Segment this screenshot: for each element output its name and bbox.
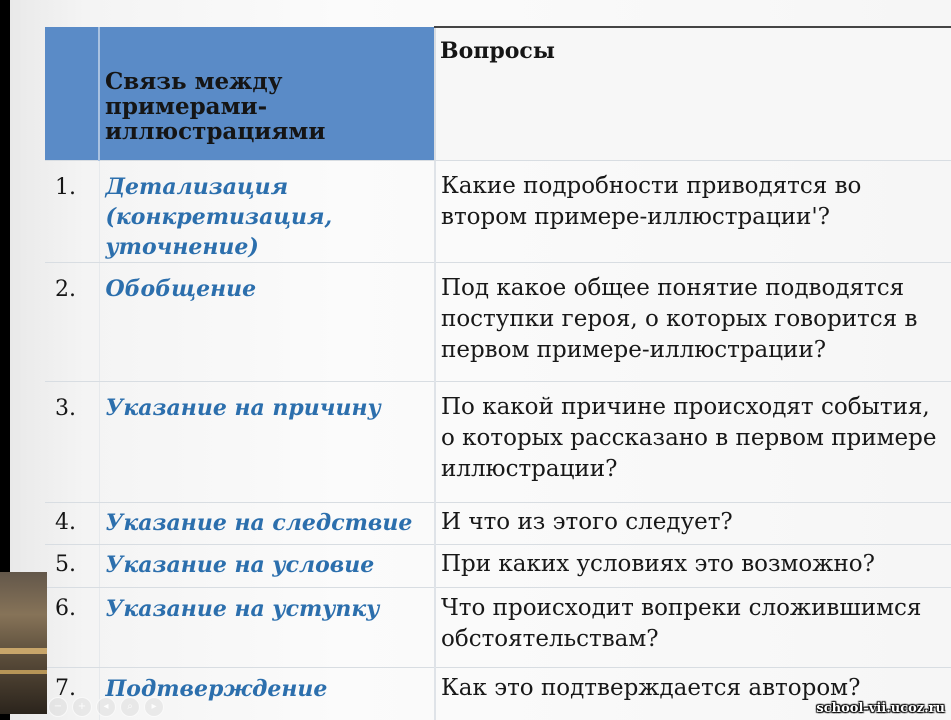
row-number: 5. — [55, 552, 76, 577]
next-icon[interactable]: ▸ — [144, 697, 164, 717]
row-number: 7. — [55, 676, 76, 701]
row-number-cell — [45, 588, 99, 668]
row-question: При каких условиях это возможно? — [441, 551, 875, 577]
row-question-cell — [435, 545, 951, 588]
row-link-type: Обобщение — [105, 276, 257, 302]
question-line: иллюстрации? — [441, 456, 618, 482]
row-link-type: Подтверждение — [105, 676, 328, 702]
header-number-cell — [45, 27, 99, 161]
row-link-cell — [99, 503, 435, 545]
row-question — [436, 161, 951, 233]
question-line: втором примере-иллюстрации'? — [441, 204, 831, 230]
header-question-label: Вопросы — [440, 38, 555, 64]
row-number: 6. — [55, 596, 76, 621]
row-number: 1. — [55, 175, 76, 200]
row-link-cell — [99, 161, 435, 263]
zoom-out-icon[interactable]: − — [48, 697, 68, 717]
row-number-cell — [45, 263, 99, 382]
row-number-cell — [45, 382, 99, 503]
row-question-cell — [435, 263, 951, 382]
previous-icon[interactable]: ◂ — [96, 697, 116, 717]
question-line: Что происходит вопреки сложившимся — [441, 595, 922, 621]
row-question: Как это подтверждается автором? — [441, 675, 861, 701]
thumbnail-shelf — [0, 670, 47, 674]
row-link-cell — [99, 545, 435, 588]
row-number: 3. — [55, 396, 76, 421]
question-line: обстоятельствам? — [441, 626, 659, 652]
table-row — [45, 263, 951, 382]
player-controls — [48, 697, 168, 717]
row-question — [436, 263, 951, 366]
row-link-type: Детализация (конкретизация, уточнение) — [105, 174, 333, 260]
row-number: 4. — [55, 510, 76, 535]
table-row — [45, 382, 951, 503]
row-number-cell — [45, 545, 99, 588]
header-question-cell — [435, 27, 951, 161]
table-row — [45, 545, 951, 588]
row-question — [436, 382, 951, 485]
row-number: 2. — [55, 277, 76, 302]
header-link-cell — [99, 27, 435, 161]
question-line: По какой причине происходят события, — [441, 394, 930, 420]
row-question-cell — [435, 382, 951, 503]
relations-table — [45, 26, 951, 720]
table-header-row — [45, 27, 951, 161]
thumbnail-shelf — [0, 648, 47, 654]
row-link-type: Указание на причину — [105, 395, 381, 421]
question-line: первом примере-иллюстрации? — [441, 337, 827, 363]
zoom-in-icon[interactable]: + — [72, 697, 92, 717]
row-link-cell — [99, 263, 435, 382]
table-row — [45, 503, 951, 545]
site-watermark: school-vii.ucoz.ru — [816, 701, 945, 716]
row-question: И что из этого следует? — [441, 509, 733, 535]
question-line: Какие подробности приводятся во — [441, 173, 862, 199]
row-question-cell — [435, 503, 951, 545]
row-link-type: Указание на уступку — [105, 596, 380, 622]
row-link-cell — [99, 588, 435, 668]
speaker-video-thumbnail[interactable] — [0, 572, 47, 714]
row-link-type: Указание на следствие — [105, 510, 413, 536]
table-row — [45, 588, 951, 668]
row-number-cell — [45, 161, 99, 263]
table-row — [45, 161, 951, 263]
question-line: Под какое общее понятие подводятся — [441, 275, 905, 301]
search-icon[interactable]: ⌕ — [120, 697, 140, 717]
row-question-cell — [435, 588, 951, 668]
row-question — [436, 588, 951, 655]
row-link-cell — [99, 382, 435, 503]
row-link-type: Указание на условие — [105, 552, 375, 578]
row-question-cell — [435, 161, 951, 263]
header-link-label: Связь между примерами-иллюстрациями — [105, 68, 326, 145]
question-line: о которых рассказано в первом примере — [441, 425, 937, 451]
question-line: поступки героя, о которых говорится в — [441, 306, 918, 332]
row-number-cell — [45, 503, 99, 545]
